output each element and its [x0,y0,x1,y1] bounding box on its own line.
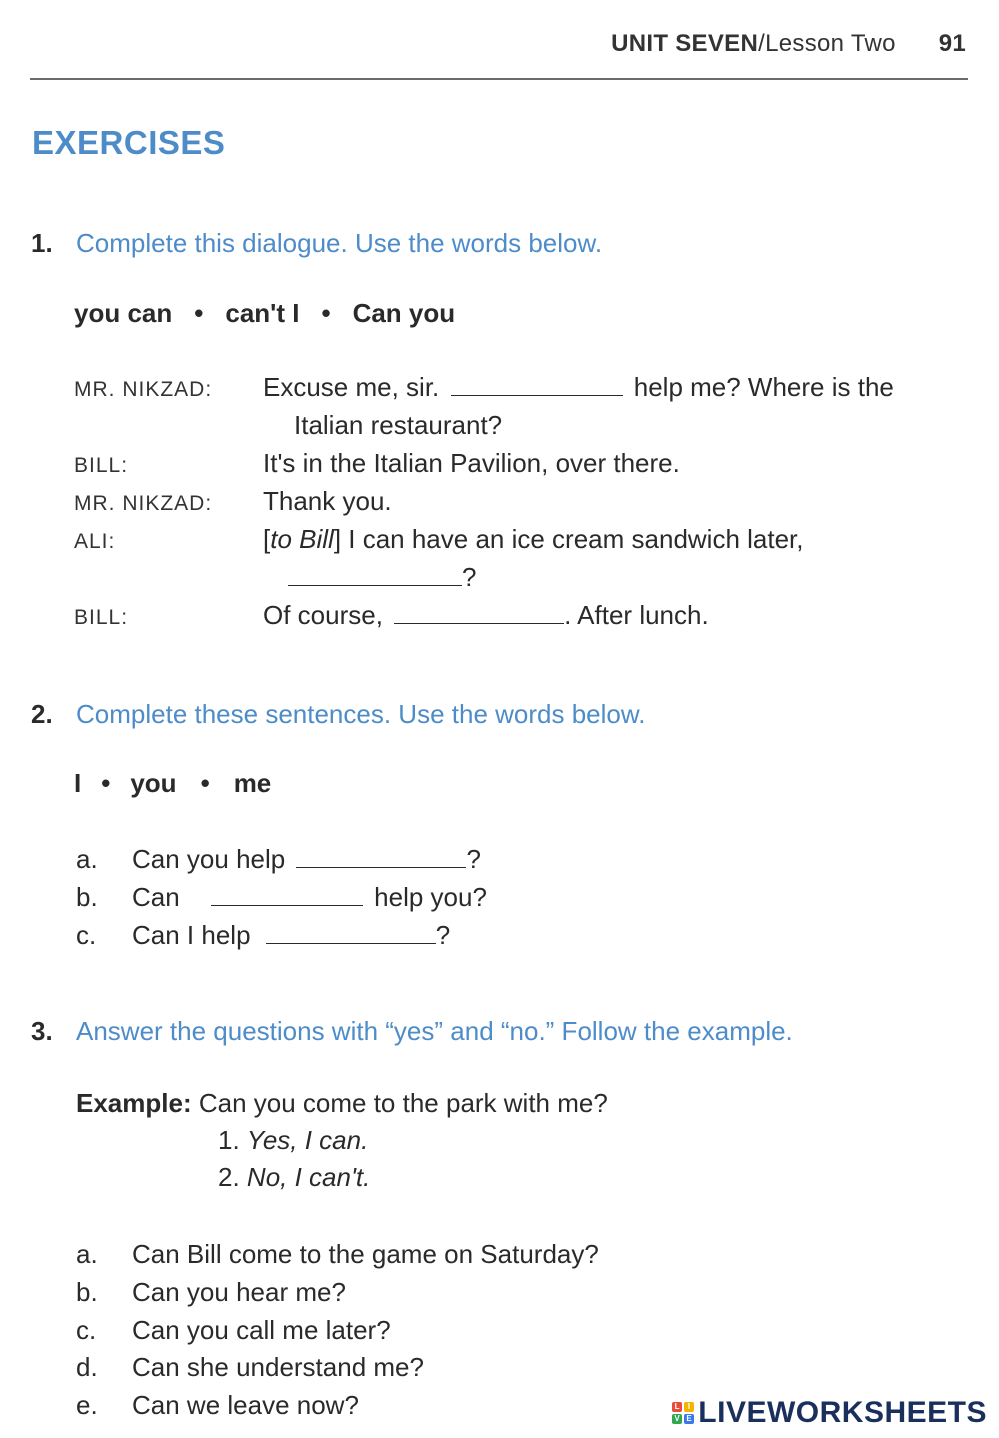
speaker-label: BILL: [74,606,129,629]
word-bank-item: me [233,768,272,798]
answer-blank[interactable] [394,603,564,624]
question-item: d. Can she understand me? [76,1352,424,1382]
question-item: a. Can Bill come to the game on Saturday? [76,1239,599,1269]
answer-blank[interactable] [451,375,623,396]
answer-blank[interactable] [211,885,363,906]
dialogue-line: It's in the Italian Pavilion, over there. [263,448,680,478]
lesson-title: /Lesson Two [758,30,896,57]
exercise-1-word-bank [74,298,455,329]
dialogue-line: Excuse me, sir. help me? Where is the [263,372,894,402]
exercise-2-word-bank [74,768,271,799]
word-bank-item: can't I [225,298,300,328]
answer-blank[interactable] [266,923,436,944]
question-item: b. Can you hear me? [76,1277,346,1307]
example-line [76,1088,608,1119]
example-answer: 1. Yes, I can. [218,1125,369,1155]
liveworksheets-logo [672,1396,987,1430]
exercise-1-number: 1. [31,228,53,258]
page-number: 91 [938,30,966,57]
exercise-3-number: 3. [31,1016,53,1046]
dialogue-line: Of course, . After lunch. [263,600,709,630]
logo-text: LIVEWORKSHEETS [698,1396,987,1429]
sentence-item: a. Can you help ? [76,844,481,874]
word-bank-item: I [74,768,82,798]
page-title: EXERCISES [32,124,226,161]
dialogue-line: Thank you. [263,486,392,516]
bullet-icon: • [194,298,204,328]
speaker-label: MR. NIKZAD: [74,378,213,401]
answer-blank[interactable] [296,847,466,868]
logo-icon: L I V E [672,1402,694,1424]
dialogue-line: Italian restaurant? [294,410,503,440]
speaker-label: ALI: [74,530,116,553]
answer-blank[interactable] [288,565,462,586]
word-bank-item: you can [74,298,173,328]
exercise-1-instruction: Complete this dialogue. Use the words below. [76,228,603,258]
word-bank-item: you [130,768,177,798]
bullet-icon: • [321,298,331,328]
unit-title: UNIT SEVEN [611,30,759,57]
dialogue-line: [to Bill] I can have an ice cream sandwich later, [263,524,804,554]
exercise-3-instruction: Answer the questions with “yes” and “no.” Follow the example. [76,1016,793,1046]
question-item: c. Can you call me later? [76,1315,391,1345]
bullet-icon: • [101,768,111,798]
speaker-label: MR. NIKZAD: [74,492,213,515]
example-label: Example: [76,1088,192,1118]
question-item: e. Can we leave now? [76,1390,359,1420]
sentence-item: c. Can I help ? [76,920,451,950]
page-header [611,30,966,58]
example-answer: 2. No, I can't. [218,1162,371,1192]
header-divider [30,78,968,80]
exercise-2-number: 2. [31,699,53,729]
bullet-icon: • [200,768,210,798]
exercise-2-instruction: Complete these sentences. Use the words below. [76,699,646,729]
speaker-label: BILL: [74,454,129,477]
example-question: Can you come to the park with me? [198,1088,608,1118]
dialogue-line: ? [288,562,476,593]
sentence-item: b. Can help you? [76,882,487,912]
word-bank-item: Can you [352,298,456,328]
